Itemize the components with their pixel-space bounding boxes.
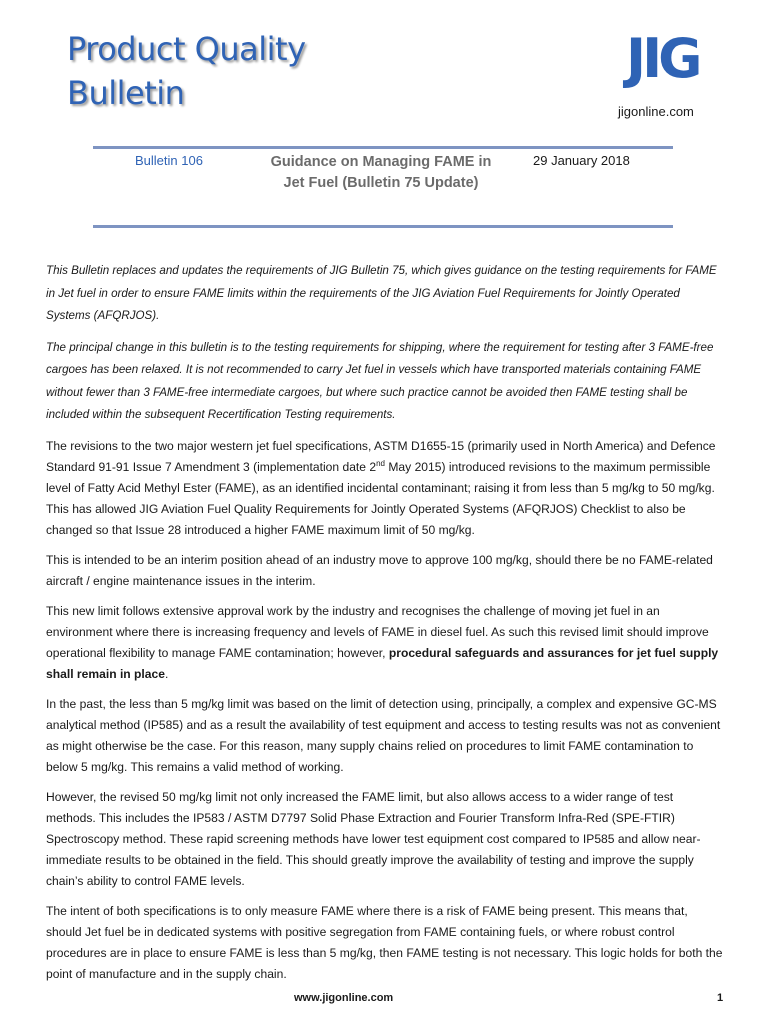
bulletin-title: Guidance on Managing FAME in Jet Fuel (Bulletin 75 Update): [270, 154, 492, 191]
paragraph-intent: The intent of both specifications is to only measure FAME where there is a risk of FAME being present. This means that, should Jet fuel be in dedicated systems with positive segregation from FAME containing fuels, or where robust control procedures are in place to ensure FAME is less than 5 mg/kg, then FAME testing is not necessary. This logic holds for both the point of manufacture and in the supply chain.: [46, 903, 723, 981]
jig-logo-url: jigonline.com: [618, 104, 694, 119]
paragraph-new-limit-bold: procedural safeguards and assurances for jet fuel supply shall remain in place: [46, 645, 719, 681]
paragraph-revisions-b: May 2015) introduced revisions to the maximum permissible level of Fatty Acid Methyl Ester (FAME), as an identified incidental contaminant; raising it from less than 5 mg/kg to 50 mg/kg. This has allowed JIG Aviation Fuel Quality Requirements for Jointly Operated Systems (AFQRJOS) Checklist to also be changed so that Issue 28 introduced a higher FAME maximum limit of 50 mg/kg.: [46, 459, 715, 537]
paragraph-new-limit-end: .: [164, 666, 169, 681]
paragraph-revisions-sup: nd: [376, 458, 385, 468]
bulletin-header-band: [93, 146, 673, 228]
bulletin-body: [46, 260, 726, 994]
footer-url: www.jigonline.com: [294, 992, 394, 1004]
paragraph-new-limit-a: This new limit follows extensive approval work by the industry and recognises the challenge of moving jet fuel in an environment where there is increasing frequency and levels of FAME in diesel fuel. As such this revised limit should improve operational flexibility to manage FAME contamination; however,: [46, 603, 709, 660]
page-title: [67, 27, 306, 115]
paragraph-principal-change: The principal change in this bulletin is to the testing requirements for shipping, where the requirement for testing after 3 FAME-free cargoes has been relaxed. It is not recommended to carry Jet fuel in vessels which have transported materials containing FAME without fewer than 3 FAME-free intermediate cargoes, but where such practice cannot be avoided then FAME testing shall be included within the subsequent Recertification Testing requirements.: [46, 340, 714, 421]
title-line-1: Product Quality: [67, 30, 306, 68]
paragraph-new-limit: [46, 601, 726, 685]
bulletin-date: 29 January 2018: [533, 153, 630, 168]
paragraph-interim: This is intended to be an interim position ahead of an industry move to approve 100 mg/kg, should there be no FAME-related aircraft / engine maintenance issues in the interim.: [46, 552, 713, 588]
paragraph-revised-limit: However, the revised 50 mg/kg limit not only increased the FAME limit, but also allows access to a wider range of test methods. This includes the IP583 / ASTM D7797 Solid Phase Extraction and Fourier Transform Infra-Red (SPE-FTIR) Spectroscopy method. These rapid screening methods have lower test equipment cost compared to IP585 and allow near-immediate results to be obtained in the field. This should greatly improve the availability of testing and improve the supply chain’s ability to control FAME levels.: [46, 789, 701, 888]
paragraph-revisions: [46, 436, 726, 541]
jig-logo-mark: JIG: [626, 27, 699, 90]
paragraph-revisions-a: The revisions to the two major western jet fuel specifications, ASTM D1655-15 (primarily used in North America) and Defence Standard 91-91 Issue 7 Amendment 3 (implementation date 2: [46, 438, 716, 474]
bulletin-number: Bulletin 106: [135, 153, 203, 168]
title-line-2: Bulletin: [67, 74, 185, 112]
paragraph-past: In the past, the less than 5 mg/kg limit was based on the limit of detection using, principally, a complex and expensive GC-MS analytical method (IP585) and as a result the availability of test equipment and access to testing results was not as convenient as might otherwise be the case. For this reason, many supply chains relied on procedures to limit FAME contamination to below 5 mg/kg. This remains a valid method of working.: [46, 696, 721, 774]
jig-logo: [618, 28, 728, 124]
paragraph-intro: This Bulletin replaces and updates the requirements of JIG Bulletin 75, which gives guidance on the testing requirements for FAME in Jet fuel in order to ensure FAME limits within the requirements of the JIG Aviation Fuel Requirements for Jointly Operated Systems (AFQRJOS).: [46, 264, 717, 322]
page-number: 1: [717, 992, 724, 1004]
